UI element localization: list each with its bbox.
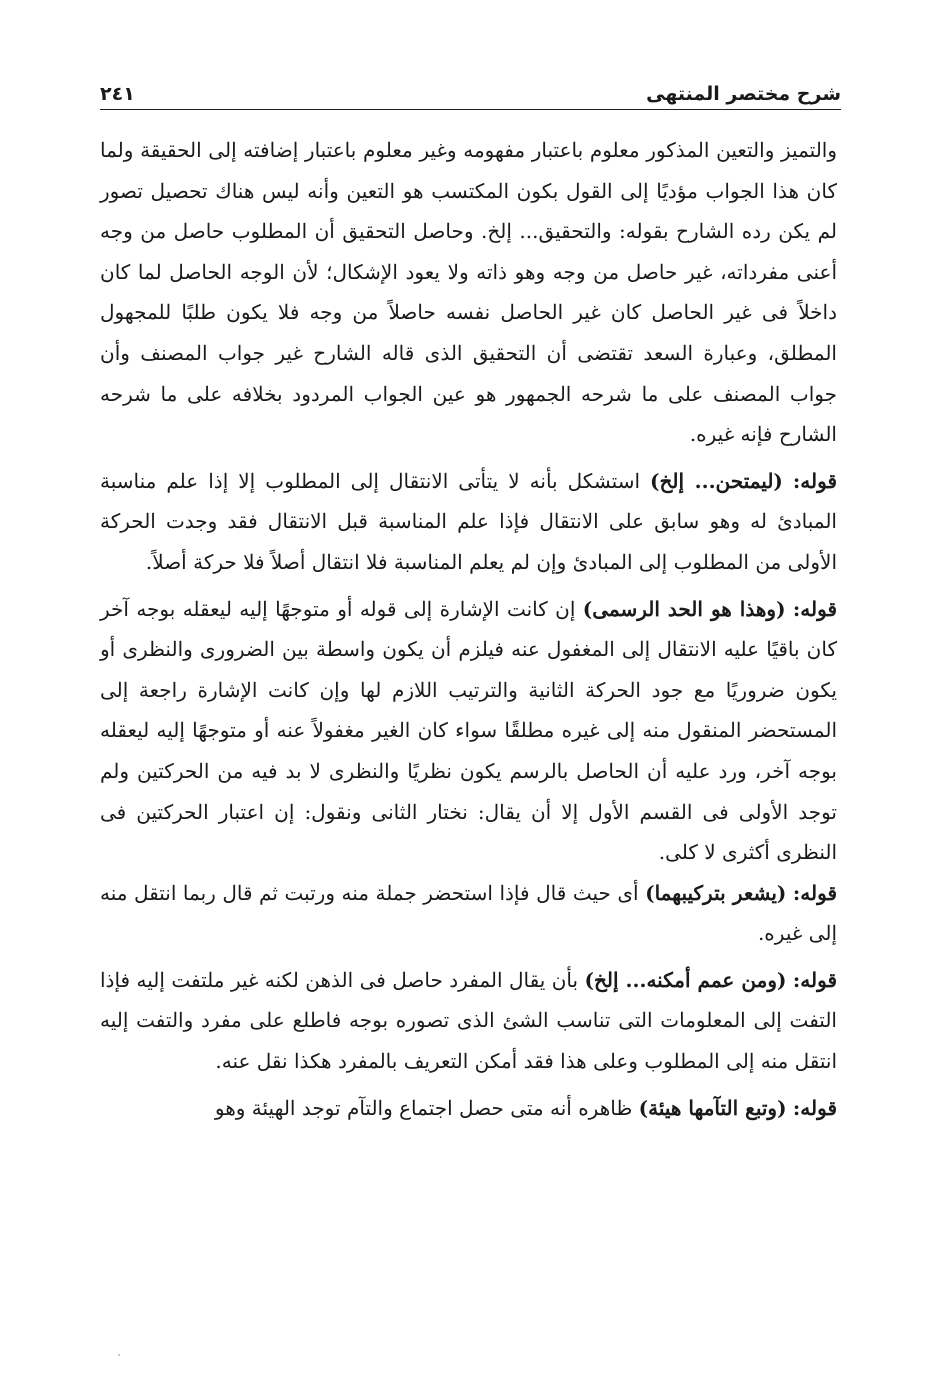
paragraph-label: قوله: xyxy=(792,880,837,905)
paragraph-text: والتميز والتعين المذكور معلوم باعتبار مفهومه وغير معلوم باعتبار إضافته إلى الحقيقة ولما كان هذا الجواب مؤديًا إلى القول بكون المكتسب هو التعين وأنه ليس هناك تحصيل تصور لم يكن رده الشارح بقوله: والتحقيق... إلخ. وحاصل التحقيق أن المطلوب حاصل من وجه أعنى مفرداته، غير حاصل من وجه وهو ذاته ولا يعود الإشكال؛ لأن الوجه الحاصل لما كان داخلاً فى غير الحاصل كان غير الحاصل نفسه حاصلاً من وجه فلا يكون طلبًا للمجهول المطلق، وعبارة السعد تقتضى أن التحقيق الذى قاله الشارح غير جواب المصنف وأن جواب المصنف على ما شرحه الجمهور هو عين الجواب المردود بخلافه على ما شرحه الشارح فإنه غيره. xyxy=(100,138,837,447)
paragraph-5 xyxy=(100,960,837,1082)
paragraph-label: قوله: xyxy=(792,1095,837,1120)
scan-speck xyxy=(118,1354,120,1356)
paragraph-text: استشكل بأنه لا يتأتى الانتقال إلى المطلوب إلا إذا علم مناسبة المبادئ له وهو سابق على الانتقال فإذا علم المناسبة قبل الانتقال فقد وجدت الحركة الأولى من المطلوب إلى المبادئ وإن لم يعلم المناسبة فلا انتقال أصلاً فلا حركة أصلاً. xyxy=(100,468,837,574)
paragraph-label: قوله: xyxy=(792,596,838,621)
paragraph-quote: (ومن عمم أمكنه... إلخ) xyxy=(584,967,787,992)
paragraph-quote: (وتبع التآمها هيئة) xyxy=(638,1095,787,1120)
paragraph-quote: (يشعر بتركيبهما) xyxy=(645,880,787,905)
paragraph-quote: (ليمتحن... إلخ) xyxy=(650,468,783,493)
paragraph-text: إن كانت الإشارة إلى قوله أو متوجهًا إليه ليعقله بوجه آخر كان باقيًا عليه الانتقال إلى المغفول عنه فيلزم أن يكون واسطة بين الضرورى والنظرى أو يكون ضروريًا مع جود الحركة الثانية والترتيب اللازم لها وإن كانت الإشارة راجعة إلى المستحضر المنقول منه إلى غيره مطلقًا سواء كان الغير مغفولاً عنه أو متوجهًا إليه ليعقله بوجه آخر، ورد عليه أن الحاصل بالرسم يكون نظريًا والنظرى لا بد فيه من الحركتين ولم توجد الأولى فى القسم الأول إلا أن يقال: نختار الثانى ونقول: إن اعتبار الحركتين فى النظرى أكثرى لا كلى. xyxy=(100,596,837,865)
paragraph-6 xyxy=(100,1088,837,1129)
paragraph-4 xyxy=(100,873,837,954)
page-header xyxy=(100,70,841,110)
running-title: شرح مختصر المنتهى xyxy=(646,83,841,105)
paragraph-label: قوله: xyxy=(792,468,837,493)
paragraph-1 xyxy=(100,130,837,455)
paragraph-text: بأن يقال المفرد حاصل فى الذهن لكنه غير ملتفت إليه فإذا التفت إلى المعلومات التى تناسب الشئ الذى تصوره بوجه فاطلع على مفرد والتفت إليه انتقل منه إلى المطلوب وعلى هذا فقد أمكن التعريف بالمفرد هكذا نقل عنه. xyxy=(100,967,837,1074)
paragraph-3 xyxy=(100,589,837,873)
paragraph-label: قوله: xyxy=(792,967,837,992)
page-body xyxy=(100,130,837,1128)
paragraph-quote: (وهذا هو الحد الرسمى) xyxy=(582,596,786,621)
paragraph-text: أى حيث قال فإذا استحضر جملة منه ورتبت ثم قال ربما انتقل منه إلى غيره. xyxy=(100,880,837,946)
paragraph-text: ظاهره أنه متى حصل اجتماع والتآم توجد الهيئة وهو xyxy=(214,1095,633,1120)
page-number: ٢٤١ xyxy=(100,83,135,105)
paragraph-2 xyxy=(100,461,837,583)
